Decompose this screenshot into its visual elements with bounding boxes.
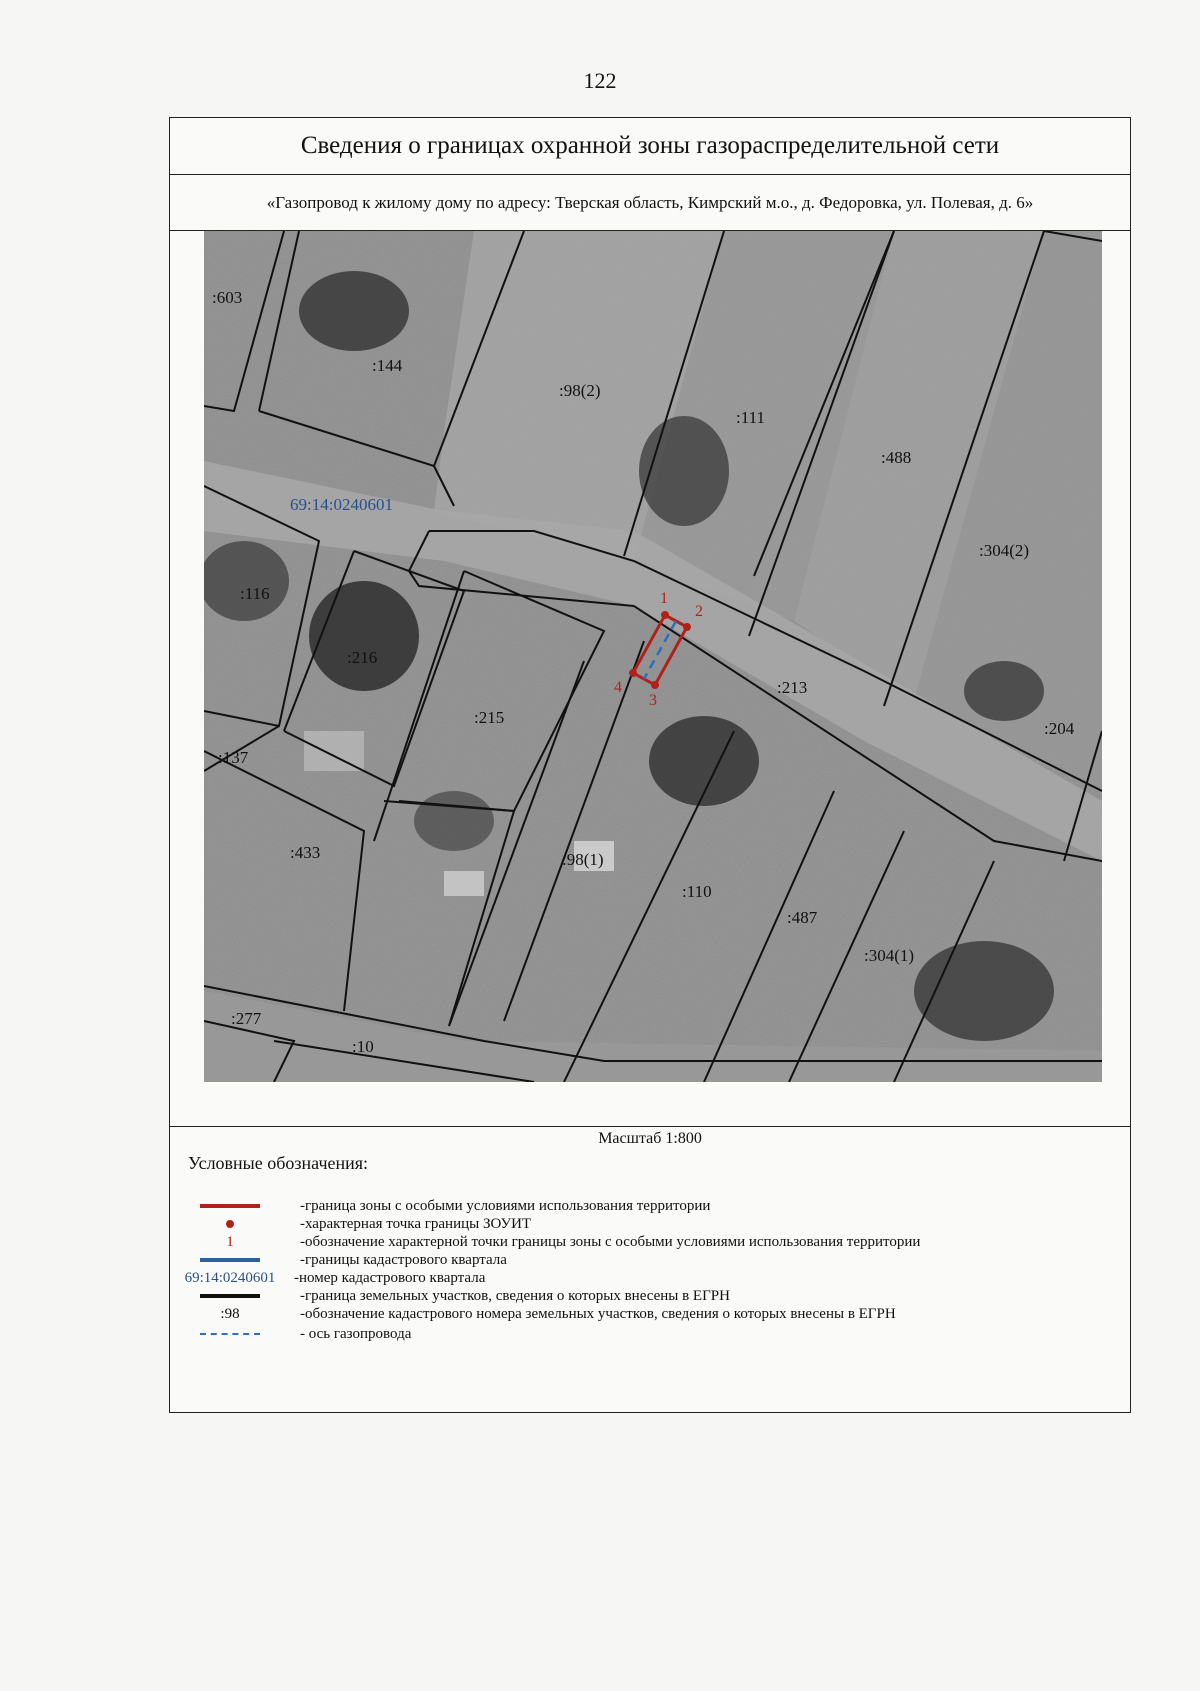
plot-label: :487: [787, 908, 818, 927]
plot-label: :144: [372, 356, 403, 375]
page-number: 122: [583, 68, 617, 93]
plot-label: :488: [881, 448, 912, 467]
legend-title: Условные обозначения:: [188, 1153, 369, 1173]
building: [299, 271, 409, 351]
boundary-point-4[interactable]: [629, 669, 637, 677]
plot-label: :110: [682, 882, 712, 901]
tree: [309, 581, 419, 691]
cadastral-quarter-label: 69:14:0240601: [290, 495, 393, 514]
plot-label: :433: [290, 843, 321, 862]
plot-label: :98(2): [559, 381, 601, 400]
map-divider: [170, 1126, 1130, 1127]
legend-item-text: -граница зоны с особыми условиями использования территории: [300, 1197, 711, 1214]
plot-number-symbol: [170, 1304, 290, 1324]
point-label-2: 2: [695, 603, 703, 620]
plot-label: :304(1): [864, 946, 915, 965]
point-label-3: 3: [649, 692, 657, 709]
boundary-point-3[interactable]: [651, 681, 659, 689]
map-scale: Масштаб 1:800: [598, 1130, 702, 1147]
plot-label: :277: [231, 1009, 262, 1028]
plot-label: :215: [474, 708, 505, 727]
plot-label: :216: [347, 648, 378, 667]
map-sheet-frame: [169, 117, 1131, 1413]
map-area[interactable]: [204, 231, 1102, 1082]
dashed-line-icon: [170, 1324, 290, 1344]
legend-item-text: -граница земельных участков, сведения о которых внесены в ЕГРН: [300, 1287, 730, 1304]
building: [444, 871, 484, 896]
sheet-title: Сведения о границах охранной зоны газораспределительной сети: [170, 118, 1130, 175]
boundary-point-2[interactable]: [683, 623, 691, 631]
legend-item-quarter-number: [170, 1268, 1100, 1288]
point-label-4: 4: [614, 679, 622, 696]
plot-label: :98(1): [562, 850, 604, 869]
legend-item-text: -обозначение характерной точки границы зоны с особыми условиями использования территории: [300, 1233, 921, 1250]
legend-item-text: -обозначение кадастрового номера земельных участков, сведения о которых внесены в ЕГРН: [300, 1305, 896, 1322]
black-line-icon: [170, 1286, 290, 1306]
legend-item-quarter-boundary: [170, 1250, 1100, 1270]
legend-item-point-number: [170, 1232, 1100, 1252]
plot-label: :204: [1044, 719, 1075, 738]
plot-label: :116: [240, 584, 270, 603]
tree: [414, 791, 494, 851]
point-number-sample: 1: [226, 1233, 234, 1250]
quarter-number-symbol: [170, 1268, 290, 1288]
point-label-1: 1: [660, 590, 668, 607]
plot-label: :213: [777, 678, 808, 697]
boundary-point-1[interactable]: [661, 611, 669, 619]
plot-label: :111: [736, 408, 765, 427]
legend-item-plot-boundary: [170, 1286, 1100, 1306]
object-name: «Газопровод к жилому дому по адресу: Тверская область, Кимрский м.о., д. Федоровка, ул. Полевая, д. 6»: [170, 175, 1130, 231]
legend-item-pipeline-axis: [170, 1324, 1100, 1344]
legend-item-text: - ось газопровода: [300, 1325, 412, 1342]
legend-item-zone-boundary: [170, 1196, 1100, 1216]
tree: [639, 416, 729, 526]
cadastral-map[interactable]: [204, 231, 1102, 1082]
legend-item-plot-number: [170, 1304, 1100, 1324]
plot-label: :304(2): [979, 541, 1030, 560]
plot-number-sample: :98: [220, 1305, 240, 1322]
legend-item-zone-point: [170, 1214, 1100, 1234]
red-number-symbol: [170, 1232, 290, 1252]
legend-item-text: -границы кадастрового квартала: [300, 1251, 507, 1268]
plot-label: :137: [218, 748, 249, 767]
plot-label: :10: [352, 1037, 374, 1056]
blue-line-icon: [170, 1250, 290, 1270]
building: [964, 661, 1044, 721]
legend-item-text: -номер кадастрового квартала: [294, 1269, 486, 1286]
red-line-icon: [170, 1196, 290, 1216]
legend-item-text: -характерная точка границы ЗОУИТ: [300, 1215, 532, 1232]
plot-label: :603: [212, 288, 243, 307]
red-dot-icon: [170, 1214, 290, 1234]
quarter-number-sample: 69:14:0240601: [184, 1269, 276, 1286]
building: [304, 731, 364, 771]
